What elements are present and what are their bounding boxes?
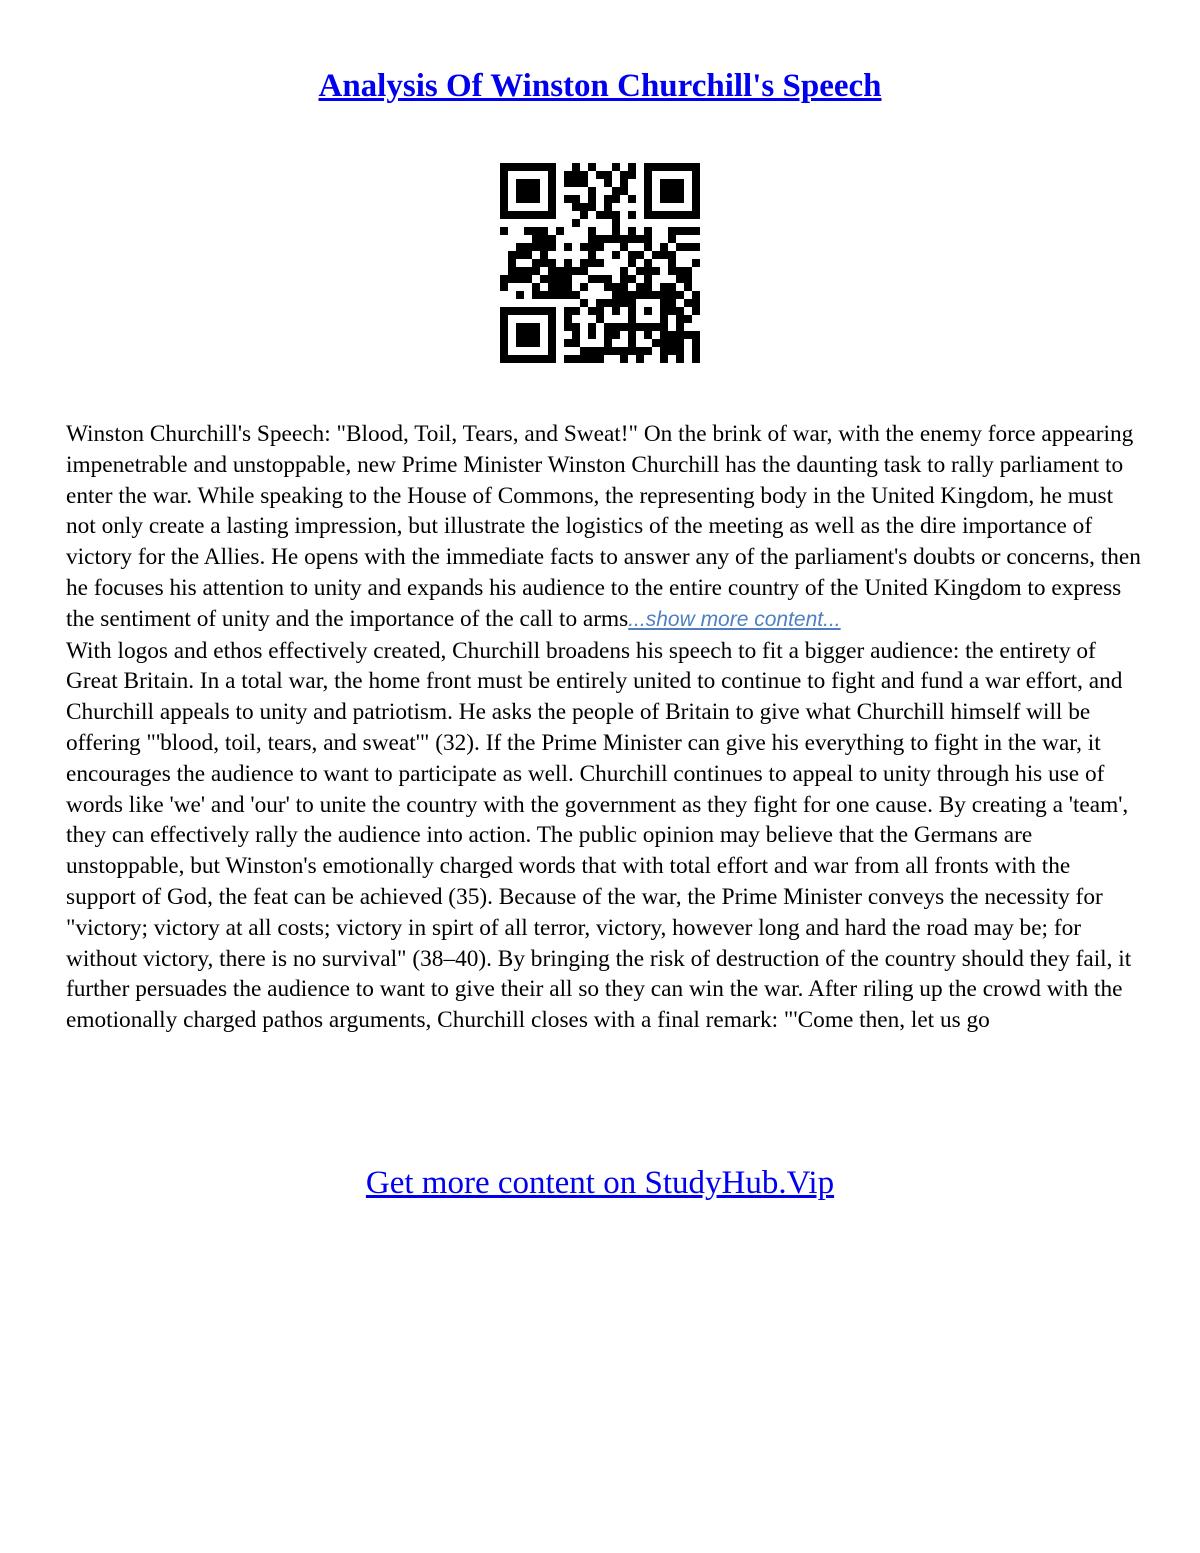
- paragraph-1: [66, 419, 1141, 636]
- get-more-content-link[interactable]: Get more content on StudyHub.Vip: [365, 1165, 835, 1201]
- title-link[interactable]: Analysis Of Winston Churchill's Speech: [318, 68, 882, 104]
- page-title: [0, 66, 1200, 106]
- qr-code-icon: [500, 163, 700, 363]
- footer: [0, 1163, 1200, 1203]
- article-body: [66, 419, 1141, 1036]
- show-more-link[interactable]: ...show more content...: [628, 607, 841, 631]
- paragraph-2: With logos and ethos effectively created, Churchill broadens his speech to fit a bigger audience: the entirety of Great Britain. In a total war, the home front must be entirely united to continue to fight and fund a war effort, and Churchill appeals to unity and patriotism. He asks the people of Britain to give what Churchill himself will be offering "'blood, toil, tears, and sweat'" (32). If the Prime Minister can give his everything to fight in the war, it encourages the audience to want to participate as well. Churchill continues to appeal to unity through his use of words like 'we' and 'our' to unite the country with the government as they fight for one cause. By creating a 'team', they can effectively rally the audience into action. The public opinion may believe that the Germans are unstoppable, but Winston's emotionally charged words that with total effort and war from all fronts with the support of God, the feat can be achieved (35). Because of the war, the Prime Minister conveys the necessity for "victory; victory at all costs; victory in spirt of all terror, victory, however long and hard the road may be; for without victory, there is no survival" (38–40). By bringing the risk of destruction of the country should they fail, it further persuades the audience to want to give their all so they can win the war. After riling up the crowd with the emotionally charged pathos arguments, Churchill closes with a final remark: "'Come then, let us go: [66, 637, 1132, 1034]
- paragraph-1-text: Winston Churchill's Speech: "Blood, Toil, Tears, and Sweat!" On the brink of war, with the enemy force appearing impenetrable and unstoppable, new Prime Minister Winston Churchill has the daunting task to rally parliament to enter the war. While speaking to the House of Commons, the representing body in the United Kingdom, he must not only create a lasting impression, but illustrate the logistics of the meeting as well as the dire importance of victory for the Allies. He opens with the immediate facts to answer any of the parliament's doubts or concerns, then he focuses his attention to unity and expands his audience to the entire country of the United Kingdom to express the sentiment of unity and the importance of the call to arms: [66, 421, 1141, 632]
